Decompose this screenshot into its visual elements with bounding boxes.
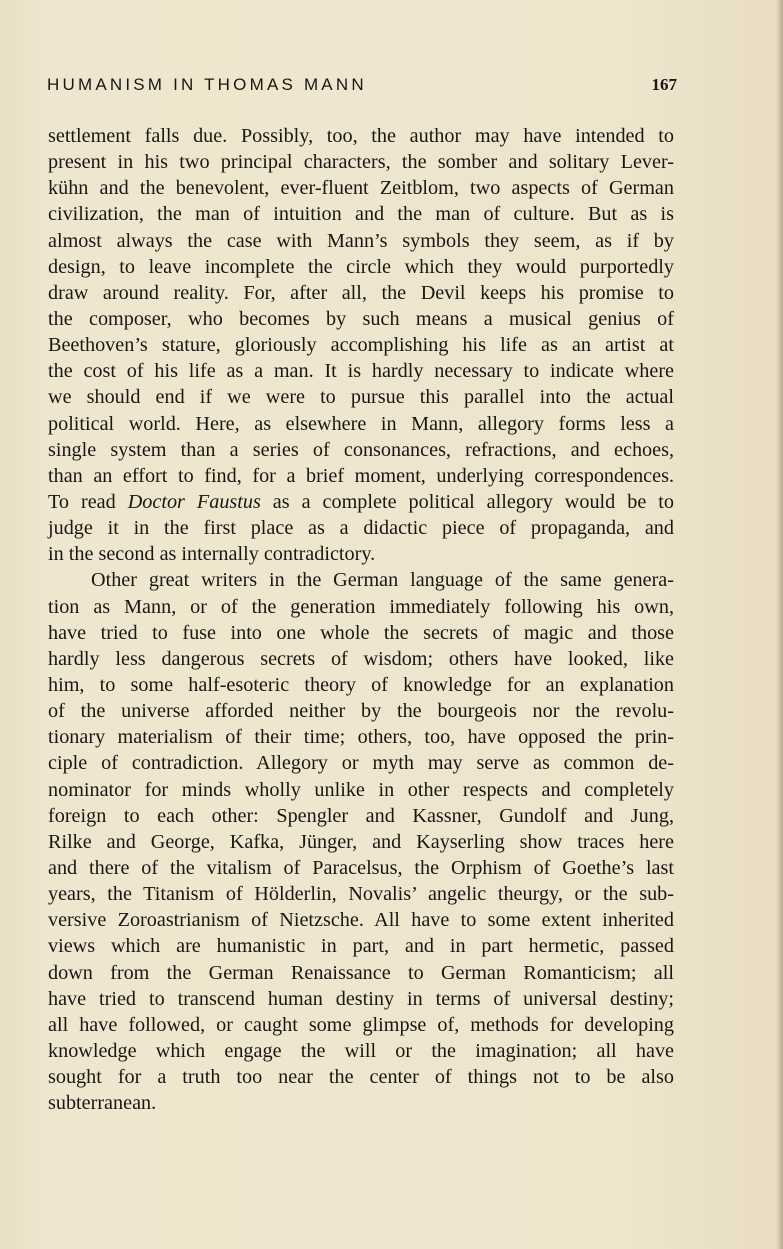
body-text [48, 123, 674, 1116]
text-line: political world. Here, as elsewhere in Mann, allegory forms less a [48, 412, 674, 435]
text-line: judge it in the first place as a didactic piece of propaganda, and [48, 517, 674, 540]
text-line: foreign to each other: Spengler and Kassner, Gundolf and Jung, [48, 804, 674, 827]
text-line: almost always the case with Mann’s symbols they seem, as if by [48, 229, 674, 252]
text-line: than an effort to find, for a brief moment, underlying correspondences. [48, 464, 674, 487]
text-line: him, to some half-esoteric theory of knowledge for an explanation [48, 673, 674, 696]
paragraph-end-line: subterranean. [48, 1092, 157, 1115]
text-line: knowledge which engage the will or the imagination; all have [48, 1039, 674, 1062]
text-line: and there of the vitalism of Paracelsus, the Orphism of Goethe’s last [48, 856, 674, 879]
text-line [48, 489, 674, 515]
text-line: civilization, the man of intuition and the man of culture. But as is [48, 203, 674, 226]
text-line: tionary materialism of their time; others, too, have opposed the prin- [48, 726, 674, 749]
text-line: settlement falls due. Possibly, too, the author may have intended to [48, 125, 674, 147]
text-line: hardly less dangerous secrets of wisdom; others have looked, like [48, 647, 674, 670]
text-line: design, to leave incomplete the circle which they would purportedly [48, 255, 674, 278]
text-line: versive Zoroastrianism of Nietzsche. All have to some extent inherited [48, 909, 674, 932]
text-line: the composer, who becomes by such means a musical genius of [48, 307, 674, 330]
book-title-italic: Doctor Faustus [127, 490, 261, 513]
text-line: down from the German Renaissance to German Romanticism; all [48, 961, 674, 984]
text-line: all have followed, or caught some glimpse of, methods for developing [48, 1013, 674, 1036]
page-number: 167 [651, 75, 677, 94]
text-line: have tried to transcend human destiny in terms of universal destiny; [48, 987, 674, 1010]
text-line: kühn and the benevolent, ever-fluent Zeitblom, two aspects of German [48, 177, 674, 200]
text-run: To read [48, 490, 128, 513]
text-line: nominator for minds wholly unlike in other respects and completely [48, 778, 674, 801]
text-line: tion as Mann, or of the generation immediately following his own, [48, 595, 674, 618]
text-line: present in his two principal characters, the somber and solitary Lever- [48, 151, 674, 174]
text-line: have tried to fuse into one whole the secrets of magic and those [48, 621, 674, 644]
paragraph-end-line: in the second as internally contradictory. [48, 543, 376, 566]
text-line: Beethoven’s stature, gloriously accomplishing his life as an artist at [48, 334, 674, 357]
running-head [47, 75, 677, 99]
text-line: Rilke and George, Kafka, Jünger, and Kayserling show traces here [48, 830, 674, 853]
page-edge-shadow [776, 0, 783, 1249]
text-line: of the universe afforded neither by the bourgeois nor the revolu- [48, 700, 674, 723]
text-run: as a complete political allegory would be to [260, 490, 674, 513]
text-line: sought for a truth too near the center of things not to be also [48, 1066, 674, 1089]
text-line: years, the Titanism of Hölderlin, Novalis’ angelic theurgy, or the sub- [48, 883, 674, 906]
text-line: we should end if we were to pursue this parallel into the actual [48, 386, 674, 409]
text-line: single system than a series of consonances, refractions, and echoes, [48, 438, 674, 461]
text-line: the cost of his life as a man. It is hardly necessary to indicate where [48, 360, 674, 383]
paragraph-start-line: Other great writers in the German language of the same genera- [91, 569, 674, 592]
text-line: views which are humanistic in part, and in part hermetic, passed [48, 935, 674, 958]
text-line: ciple of contradiction. Allegory or myth may serve as common de- [48, 752, 674, 775]
text-line: draw around reality. For, after all, the Devil keeps his promise to [48, 281, 674, 304]
running-title: HUMANISM IN THOMAS MANN [47, 75, 367, 94]
